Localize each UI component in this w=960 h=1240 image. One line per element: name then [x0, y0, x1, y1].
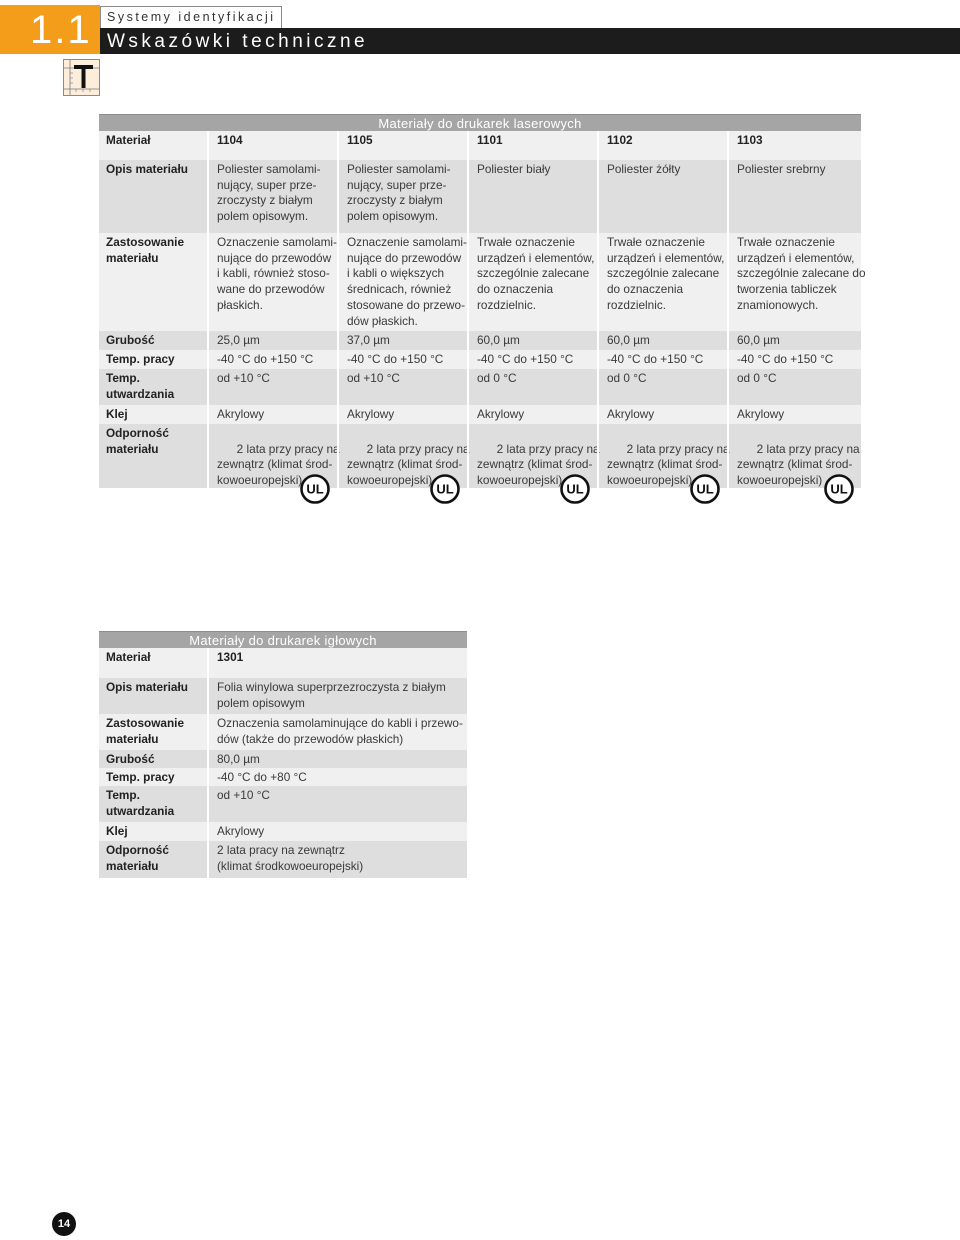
- row-label: Zastosowanie materiału: [106, 716, 185, 746]
- row-label: Materiał: [106, 133, 151, 147]
- table-cell: -40 °C do +150 °C: [467, 350, 597, 369]
- table-cell: od +10 °C: [337, 369, 467, 405]
- row-label: Temp. utwardzania: [106, 371, 175, 401]
- table-row-durability: [99, 841, 467, 878]
- ul-certification-icon: [430, 474, 460, 504]
- ul-certification-icon: [824, 474, 854, 504]
- table-cell: 60,0 µm: [597, 331, 727, 350]
- table-cell: Akrylowy: [337, 405, 467, 424]
- table-cell: 25,0 µm: [207, 331, 337, 350]
- row-label: Grubość: [106, 752, 155, 766]
- row-label: Temp. pracy: [106, 770, 175, 784]
- svg-text:UL: UL: [306, 481, 324, 497]
- table-cell: od 0 °C: [467, 369, 597, 405]
- durability-text: 2 lata przy pracy na zewnątrz (klimat środ- kowoeuropejski): [737, 441, 860, 488]
- table-row-material: [99, 648, 467, 678]
- table-cell: od 0 °C: [727, 369, 861, 405]
- table-row-adhesive: [99, 405, 861, 424]
- table-cell: Akrylowy: [207, 405, 337, 424]
- table-cell: Trwałe oznaczenie urządzeń i elementów, szczególnie zalecane do oznaczenia rozdzielnic.: [597, 233, 727, 331]
- table-cell: Oznaczenia samolaminujące do kabli i przewo- dów (także do przewodów płaskich): [207, 714, 467, 750]
- table-row-durability: [99, 424, 861, 497]
- table-cell: -40 °C do +150 °C: [207, 350, 337, 369]
- table-cell: Trwałe oznaczenie urządzeń i elementów, szczególnie zalecane do oznaczenia rozdzielnic.: [467, 233, 597, 331]
- row-label: Klej: [106, 407, 128, 421]
- material-code: 1101: [467, 131, 597, 160]
- table-row-operating-temp: [99, 350, 861, 369]
- table-row-curing-temp: [99, 786, 467, 822]
- svg-text:UL: UL: [696, 481, 714, 497]
- row-label: Opis materiału: [106, 680, 188, 694]
- laser-materials-table: [99, 114, 866, 497]
- svg-text:UL: UL: [830, 481, 848, 497]
- row-label: Odporność materiału: [106, 843, 169, 873]
- table-cell: Akrylowy: [207, 822, 467, 841]
- table-cell: [727, 424, 861, 520]
- ul-certification-icon: [300, 474, 330, 504]
- table-row-curing-temp: [99, 369, 861, 405]
- table-row-application: [99, 233, 866, 331]
- category-label: Systemy identyfikacji: [100, 6, 282, 28]
- section-number: 1.1: [30, 8, 92, 52]
- svg-text:UL: UL: [436, 481, 454, 497]
- material-code: 1103: [727, 131, 861, 160]
- durability-text: 2 lata przy pracy na zewnątrz (klimat środ- kowoeuropejski): [477, 441, 600, 488]
- table-row-material: [99, 131, 861, 160]
- table-title: Materiały do drukarek laserowych: [99, 114, 861, 131]
- table-cell: 60,0 µm: [467, 331, 597, 350]
- table-cell: Trwałe oznaczenie urządzeń i elementów, szczególnie zalecane do tworzenia tabliczek znamionowych.: [727, 233, 861, 331]
- table-cell: Poliester samolami- nujący, super prze- zroczysty z białym polem opisowym.: [207, 160, 337, 233]
- table-cell: 80,0 µm: [207, 750, 467, 768]
- table-cell: -40 °C do +150 °C: [337, 350, 467, 369]
- table-cell: [467, 424, 600, 520]
- table-cell: Akrylowy: [597, 405, 727, 424]
- table-cell: -40 °C do +80 °C: [207, 768, 467, 786]
- table-cell: -40 °C do +150 °C: [727, 350, 861, 369]
- table-cell: od +10 °C: [207, 369, 337, 405]
- ul-certification-icon: [560, 474, 590, 504]
- table-cell: od 0 °C: [597, 369, 727, 405]
- table-cell: Akrylowy: [727, 405, 861, 424]
- row-label: Materiał: [106, 650, 151, 664]
- technical-tips-icon: [63, 59, 100, 96]
- table-cell: [207, 424, 340, 520]
- material-code: 1104: [207, 131, 337, 160]
- row-label: Opis materiału: [106, 162, 188, 176]
- table-title: Materiały do drukarek igłowych: [99, 631, 467, 648]
- material-code: 1301: [207, 648, 467, 678]
- table-cell: Poliester biały: [467, 160, 597, 233]
- ul-certification-icon: [690, 474, 720, 504]
- table-cell: 2 lata pracy na zewnątrz (klimat środkowoeuropejski): [207, 841, 467, 878]
- durability-text: 2 lata przy pracy na zewnątrz (klimat środ- kowoeuropejski): [217, 441, 340, 488]
- table-row-application: [99, 714, 467, 750]
- dot-matrix-materials-table: [99, 631, 467, 878]
- table-cell: Oznaczenie samolami- nujące do przewodów i kabli o większych średnicach, również stosowane do przewo- dów płaskich.: [337, 233, 467, 331]
- table-row-description: [99, 678, 467, 714]
- svg-text:UL: UL: [566, 481, 584, 497]
- durability-text: 2 lata przy pracy na zewnątrz (klimat środ- kowoeuropejski): [347, 441, 470, 488]
- table-cell: Poliester srebrny: [727, 160, 861, 233]
- table-cell: [337, 424, 470, 520]
- table-cell: Oznaczenie samolami- nujące do przewodów i kabli, również stoso- wane do przewodów płaskich.: [207, 233, 337, 331]
- material-code: 1102: [597, 131, 727, 160]
- table-cell: -40 °C do +150 °C: [597, 350, 727, 369]
- table-cell: Akrylowy: [467, 405, 597, 424]
- row-label: Odporność materiału: [106, 426, 169, 456]
- table-cell: 60,0 µm: [727, 331, 861, 350]
- table-cell: Poliester żółty: [597, 160, 727, 233]
- row-label: Zastosowanie materiału: [106, 235, 185, 265]
- page-title: Wskazówki techniczne: [107, 31, 369, 52]
- table-row-thickness: [99, 750, 467, 768]
- row-label: Grubość: [106, 333, 155, 347]
- row-label: Klej: [106, 824, 128, 838]
- table-cell: Poliester samolami- nujący, super prze- zroczysty z białym polem opisowym.: [337, 160, 467, 233]
- row-label: Temp. pracy: [106, 352, 175, 366]
- table-row-thickness: [99, 331, 861, 350]
- row-label: Temp. utwardzania: [106, 788, 175, 818]
- table-cell: 37,0 µm: [337, 331, 467, 350]
- material-code: 1105: [337, 131, 467, 160]
- table-cell: [597, 424, 730, 520]
- table-row-operating-temp: [99, 768, 467, 786]
- table-cell: od +10 °C: [207, 786, 467, 822]
- table-row-adhesive: [99, 822, 467, 841]
- table-cell: Folia winylowa superprzezroczysta z białym polem opisowym: [207, 678, 467, 714]
- durability-text: 2 lata przy pracy na zewnątrz (klimat środ- kowoeuropejski): [607, 441, 730, 488]
- table-row-description: [99, 160, 861, 233]
- page-number: 14: [52, 1212, 76, 1236]
